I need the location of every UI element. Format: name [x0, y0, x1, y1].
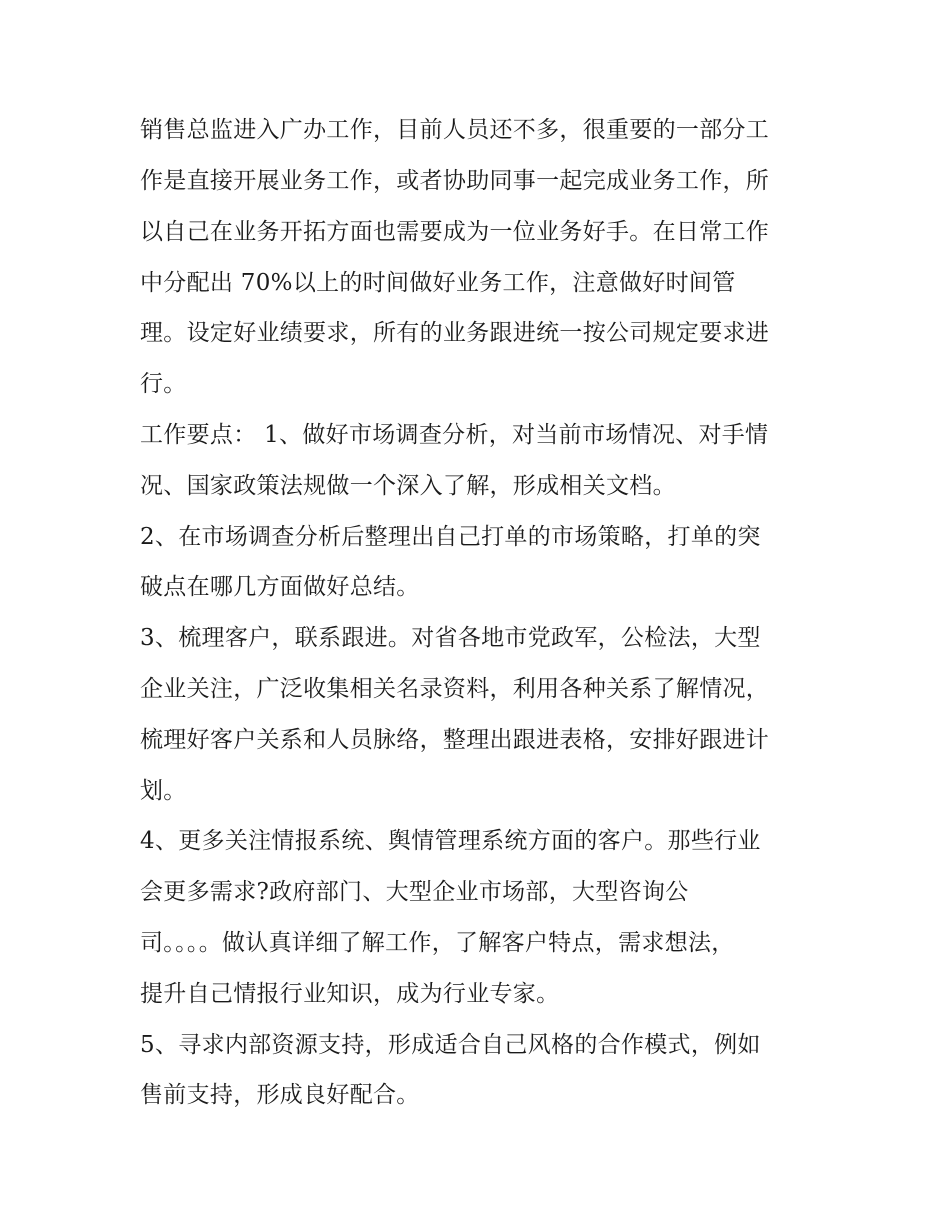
list-item-line: 梳理好客户关系和人员脉络，整理出跟进表格，安排好跟进计 — [140, 727, 770, 753]
paragraph-line: 况、国家政策法规做一个深入了解，形成相关文档。 — [140, 473, 676, 499]
paragraph-line: 作是直接开展业务工作，或者协助同事一起完成业务工作，所 — [140, 168, 770, 194]
list-item-line: 会更多需求?政府部门、大型企业市场部，大型咨询公 — [140, 879, 689, 905]
list-item-line: 4、更多关注情报系统、舆情管理系统方面的客户。那些行业 — [140, 828, 761, 854]
list-item-line: 司。。。。做认真详细了解工作，了解客户特点，需求想法， — [140, 930, 735, 956]
list-item-line: 售前支持，形成良好配合。 — [140, 1082, 420, 1108]
list-item-line: 企业关注，广泛收集相关名录资料，利用各种关系了解情况， — [140, 676, 770, 702]
list-item-line: 3、梳理客户，联系跟进。对省各地市党政军，公检法，大型 — [140, 625, 761, 651]
paragraph-line: 以自己在业务开拓方面也需要成为一位业务好手。在日常工作 — [140, 219, 770, 245]
paragraph-line: 行。 — [140, 371, 187, 397]
paragraph-line: 中分配出 70%以上的时间做好业务工作，注意做好时间管 — [140, 270, 736, 296]
paragraph-line: 销售总监进入广办工作，目前人员还不多，很重要的一部分工 — [140, 117, 770, 143]
paragraph-line: 理。设定好业绩要求，所有的业务跟进统一按公司规定要求进 — [140, 320, 770, 346]
list-item-line: 划。 — [140, 778, 187, 804]
list-item-line: 2、在市场调查分析后整理出自己打单的市场策略，打单的突 — [140, 524, 761, 550]
list-item-line: 5、寻求内部资源支持，形成适合自己风格的合作模式，例如 — [140, 1032, 761, 1058]
list-item-line: 提升自己情报行业知识，成为行业专家。 — [140, 981, 560, 1007]
section-heading-line: 工作要点： 1、做好市场调查分析，对当前市场情况、对手情 — [140, 422, 769, 448]
list-item-line: 破点在哪几方面做好总结。 — [140, 574, 420, 600]
